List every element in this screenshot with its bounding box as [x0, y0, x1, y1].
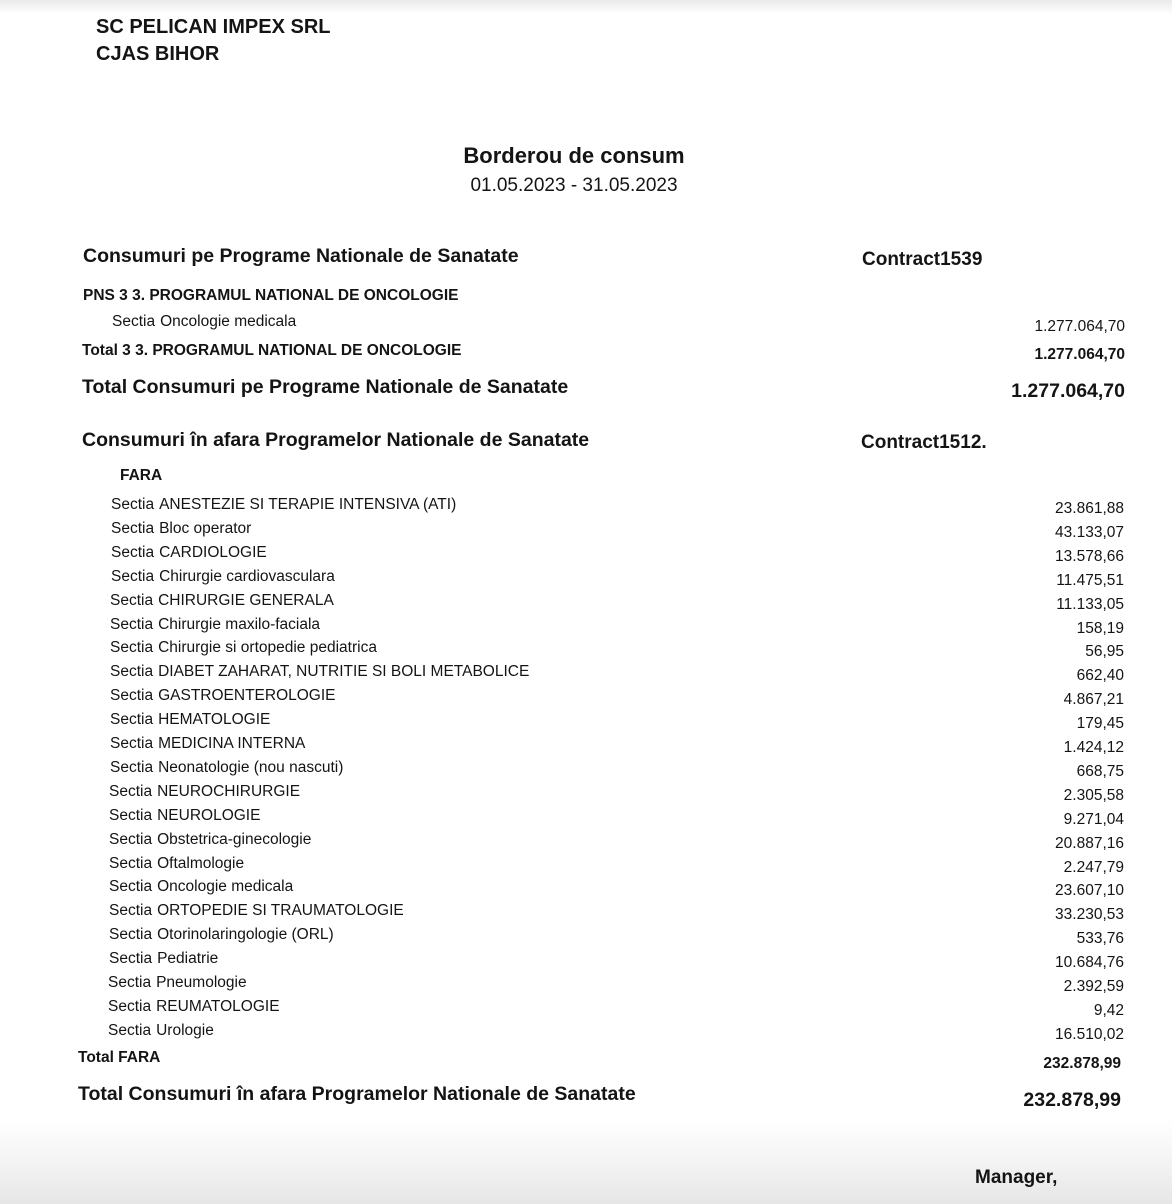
row-name: Oncologie medicala: [160, 313, 297, 330]
department-row-value: 10.684,76: [1055, 954, 1124, 971]
document-period: 01.05.2023 - 31.05.2023: [470, 175, 678, 196]
row-prefix: Sectia: [110, 735, 154, 752]
row-prefix: Sectia: [111, 496, 155, 513]
row-name: Chirurgie maxilo-faciala: [158, 616, 321, 633]
row-name: CARDIOLOGIE: [159, 544, 267, 561]
row-prefix: Sectia: [110, 687, 154, 704]
department-row-value: 20.887,16: [1055, 835, 1124, 852]
row-name: ANESTEZIE SI TERAPIE INTENSIVA (ATI): [159, 496, 457, 513]
pns-total-value: 1.277.064,70: [1011, 380, 1125, 402]
row-name: GASTROENTEROLOGIE: [158, 687, 336, 704]
department-row: [111, 544, 267, 562]
department-row: [109, 902, 404, 920]
row-prefix: Sectia: [110, 639, 154, 656]
row-name: NEUROLOGIE: [157, 807, 261, 824]
department-row-value: 43.133,07: [1055, 524, 1124, 541]
company-name: SC PELICAN IMPEX SRL: [96, 16, 331, 38]
department-row: [108, 998, 280, 1016]
department-row-value: 158,19: [1076, 620, 1124, 637]
row-prefix: Sectia: [110, 663, 154, 680]
department-row: [110, 639, 377, 657]
department-row-value: 9.271,04: [1063, 811, 1124, 828]
row-name: Chirurgie cardiovasculara: [159, 568, 335, 585]
other-total-label: Total Consumuri în afara Programelor Nationale de Sanatate: [78, 1083, 636, 1105]
row-name: Oncologie medicala: [157, 878, 294, 895]
row-prefix: Sectia: [109, 807, 153, 824]
department-row-value: 2.392,59: [1063, 978, 1124, 995]
department-row: [111, 568, 335, 586]
group-total-value: 232.878,99: [1043, 1055, 1121, 1072]
section-other-heading: Consumuri în afara Programelor Nationale de Sanatate: [82, 429, 590, 451]
department-row: [110, 687, 336, 705]
department-row-value: 662,40: [1076, 667, 1124, 684]
row-name: Urologie: [156, 1022, 214, 1039]
row-name: Chirurgie si ortopedie pediatrica: [158, 639, 377, 656]
department-row-value: 2.305,58: [1063, 787, 1124, 804]
pns-program-total-label: Total 3 3. PROGRAMUL NATIONAL DE ONCOLOGIE: [82, 342, 462, 359]
row-name: NEUROCHIRURGIE: [157, 783, 301, 800]
row-name: MEDICINA INTERNA: [158, 735, 306, 752]
department-row: [111, 496, 456, 514]
department-row: [111, 520, 251, 538]
pns-row: [112, 313, 296, 331]
row-prefix: Sectia: [108, 974, 152, 991]
row-name: Neonatologie (nou nascuti): [158, 759, 344, 776]
department-row-value: 179,45: [1076, 715, 1124, 732]
row-prefix: Sectia: [110, 592, 154, 609]
pns-program-label: PNS 3 3. PROGRAMUL NATIONAL DE ONCOLOGIE: [83, 287, 459, 304]
row-prefix: Sectia: [109, 878, 153, 895]
department-row-value: 23.861,88: [1055, 500, 1124, 517]
row-prefix: Sectia: [111, 568, 155, 585]
row-name: Pneumologie: [156, 974, 247, 991]
row-name: CHIRURGIE GENERALA: [158, 592, 334, 609]
department-row: [109, 831, 311, 849]
company-header: [96, 14, 330, 68]
department-row-value: 11.133,05: [1056, 596, 1124, 613]
department-row-value: 33.230,53: [1055, 906, 1124, 923]
other-total-value: 232.878,99: [1023, 1089, 1121, 1111]
section-pns-heading: Consumuri pe Programe Nationale de Sanatate: [83, 245, 519, 267]
department-row-value: 9,42: [1093, 1002, 1124, 1019]
row-name: REUMATOLOGIE: [156, 998, 280, 1015]
section-pns-contract: Contract1539: [862, 249, 983, 270]
row-name: ORTOPEDIE SI TRAUMATOLOGIE: [157, 902, 404, 919]
row-prefix: Sectia: [108, 1022, 152, 1039]
pns-program-total-value: 1.277.064,70: [1034, 346, 1125, 363]
department-row-value: 11.475,51: [1056, 572, 1124, 589]
department-row: [108, 1022, 214, 1040]
department-row: [109, 926, 334, 944]
row-name: HEMATOLOGIE: [158, 711, 271, 728]
row-name: DIABET ZAHARAT, NUTRITIE SI BOLI METABOLICE: [158, 663, 530, 680]
row-prefix: Sectia: [111, 544, 155, 561]
department-row-value: 23.607,10: [1055, 882, 1124, 899]
department-row: [108, 974, 247, 992]
row-name: Oftalmologie: [157, 855, 245, 872]
pns-row-value: 1.277.064,70: [1034, 318, 1125, 335]
row-prefix: Sectia: [109, 783, 153, 800]
document-title: Borderou de consum: [463, 143, 685, 168]
row-prefix: Sectia: [108, 998, 152, 1015]
row-prefix: Sectia: [110, 711, 154, 728]
department-row-value: 668,75: [1076, 763, 1124, 780]
department-row: [109, 807, 260, 825]
department-row-value: 1.424,12: [1063, 739, 1124, 756]
row-name: Pediatrie: [157, 950, 219, 967]
row-name: Obstetrica-ginecologie: [157, 831, 312, 848]
row-prefix: Sectia: [110, 759, 154, 776]
pns-total-label: Total Consumuri pe Programe Nationale de Sanatate: [82, 376, 569, 398]
group-total-label: Total FARA: [78, 1049, 161, 1066]
row-name: Bloc operator: [159, 520, 252, 537]
department-row: [110, 616, 320, 634]
row-prefix: Sectia: [112, 313, 156, 330]
department-row-value: 4.867,21: [1063, 691, 1124, 708]
row-prefix: Sectia: [111, 520, 155, 537]
department-row: [110, 592, 334, 610]
department-row: [109, 878, 293, 896]
department-row-value: 16.510,02: [1055, 1026, 1124, 1043]
row-prefix: Sectia: [109, 831, 153, 848]
row-prefix: Sectia: [109, 926, 153, 943]
row-prefix: Sectia: [109, 902, 153, 919]
group-label: FARA: [120, 467, 163, 484]
department-row-value: 533,76: [1076, 930, 1124, 947]
department-row: [110, 735, 305, 753]
section-other-contract: Contract1512.: [861, 432, 987, 453]
department-row: [110, 711, 270, 729]
row-prefix: Sectia: [110, 616, 154, 633]
department-row-value: 13.578,66: [1055, 548, 1124, 565]
institution-name: CJAS BIHOR: [96, 43, 220, 65]
department-row-value: 2.247,79: [1063, 859, 1124, 876]
department-row: [109, 855, 244, 873]
department-row: [110, 759, 343, 777]
department-row: [109, 950, 218, 968]
department-row: [109, 783, 300, 801]
row-prefix: Sectia: [109, 855, 153, 872]
row-prefix: Sectia: [109, 950, 153, 967]
department-row: [110, 663, 529, 681]
department-row-value: 56,95: [1085, 643, 1124, 660]
signature-label: Manager,: [975, 1167, 1058, 1188]
row-name: Otorinolaringologie (ORL): [157, 926, 334, 943]
